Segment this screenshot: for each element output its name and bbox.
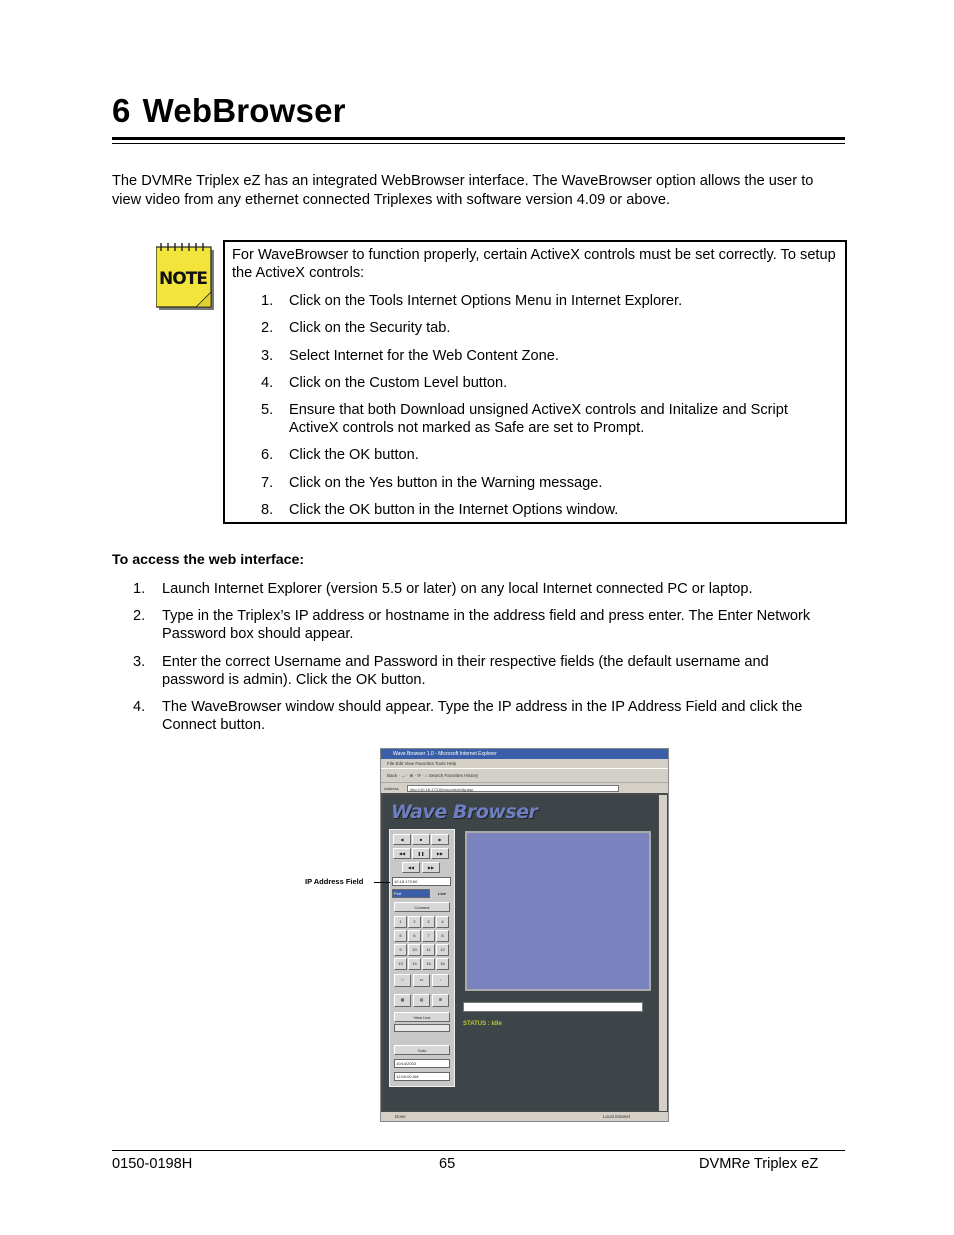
rewind-icon: ◀ (393, 834, 411, 845)
step-forward-icon: ▶▶ (431, 848, 449, 859)
footer-page-number: 65 (439, 1156, 456, 1172)
address-label: Address (384, 786, 399, 791)
play-icon: ▶ (431, 834, 449, 845)
chapter-number: 6 (112, 92, 131, 129)
goto-button: Goto (394, 1045, 450, 1055)
channel-button: 13 (394, 958, 407, 970)
stop-icon: ■ (412, 834, 430, 845)
scrollbar (659, 795, 667, 1111)
single-view-icon: □ (394, 974, 411, 987)
access-steps: 1. Launch Internet Explorer (version 5.5 or later) on any local Internet connected PC or laptop. 2. Type in the Triplex’s IP address or hostname in the address field and press enter. The Enter Network Password box should appear. 3. Enter the correct Username and Password in their respective fields (the default username and password is admin). Click the OK button. 4. The WaveBrowser window should appear. Type the IP address in the IP Address Field and click the Connect button. (133, 581, 811, 733)
channel-button: 11 (422, 944, 435, 956)
pause-icon: ❚❚ (412, 848, 430, 859)
pip-view-icon: ▭ (413, 974, 430, 987)
channel-button: 5 (394, 930, 407, 942)
ip-address-callout: IP Address Field (305, 877, 364, 886)
channel-button: 16 (436, 958, 449, 970)
grid-4-icon: ⊞ (432, 994, 449, 1007)
chapter-heading (112, 92, 346, 130)
note-icon-label: NOTE (159, 269, 207, 289)
fast-forward-icon: ▶▶ (422, 862, 440, 873)
channel-button: 7 (422, 930, 435, 942)
access-heading: To access the web interface: (112, 552, 305, 568)
intro-paragraph: The DVMRe Triplex eZ has an integrated WebBrowser interface. The WaveBrowser option allows the user to view video from any ethernet connected Triplexes with software version 4.09 or above. (112, 173, 814, 208)
channel-button: 15 (422, 958, 435, 970)
status-zone: Local intranet (603, 1114, 631, 1119)
wave-browser-logo: Wave Browser (391, 801, 538, 823)
channel-button: 14 (408, 958, 421, 970)
wavebrowser-screenshot (380, 748, 669, 1122)
heading-rule (112, 137, 845, 140)
view-live-button: View Live (394, 1012, 450, 1022)
ie-address-bar (381, 782, 668, 793)
channel-button: 9 (394, 944, 407, 956)
date-field: 10/14/2003 (394, 1059, 450, 1068)
port-field: Port (392, 889, 430, 898)
note-steps: 1. Click on the Tools Internet Options Menu in Internet Explorer. 2. Click on the Security tab. 3. Select Internet for the Web Content Zone. 4. Click on the Custom Level button. 5. Ensure that both Download unsigned ActiveX controls and Initalize and Script ActiveX controls not marked as Safe are set to Prompt. 6. Click the OK button. 7. Click on the Yes button in the Warning message. 8. Click the OK button in the Internet Options window. (261, 293, 788, 518)
channel-button: 6 (408, 930, 421, 942)
ie-title-bar: Wave Browser 1.0 - Microsoft Internet Explorer (381, 749, 668, 759)
footer-product-name: DVMRe Triplex eZ (699, 1156, 819, 1172)
heading-rule-thin (112, 143, 845, 144)
control-panel (389, 829, 455, 1087)
grid-9-icon: ▤ (413, 994, 430, 1007)
step-back-icon: ◀◀ (393, 848, 411, 859)
camera-dropdown (463, 1002, 643, 1012)
fast-rewind-icon: ◀◀ (402, 862, 420, 873)
ip-address-field: 10.18.173.60 (392, 877, 451, 886)
ie-toolbar: Back · → · ⊗ · ⟳ · ⌂ Search Favorites History (381, 768, 668, 782)
chapter-title: WebBrowser (142, 92, 346, 129)
small-view-icon: ▫ (432, 974, 449, 987)
live-checkbox-label: Live (438, 891, 447, 896)
channel-button: 12 (436, 944, 449, 956)
connect-button: Connect (394, 902, 450, 912)
address-field: http://10.18.173.60/wcontrol/dlg.asp (407, 785, 619, 792)
footer-doc-number: 0150-0198H (112, 1156, 193, 1172)
callout-leader-line (374, 882, 390, 883)
channel-button: 10 (408, 944, 421, 956)
ie-menu-bar: File Edit View Favorites Tools Help (381, 759, 668, 768)
footer-rule (112, 1150, 845, 1151)
channel-button: 2 (408, 916, 421, 928)
status-text: STATUS : Idle (463, 1021, 502, 1027)
channel-button: 1 (394, 916, 407, 928)
channel-button: 8 (436, 930, 449, 942)
time-field: 12:00:00 AM (394, 1072, 450, 1081)
ie-status-bar (381, 1112, 668, 1121)
grid-16-icon: ▦ (394, 994, 411, 1007)
slider (394, 1024, 450, 1032)
video-display (465, 831, 651, 991)
note-intro: For WaveBrowser to function properly, certain ActiveX controls must be set correctly. To setup the ActiveX controls: (232, 247, 836, 281)
note-icon (156, 242, 216, 312)
status-done: Done (395, 1114, 406, 1119)
channel-button: 3 (422, 916, 435, 928)
channel-button: 4 (436, 916, 449, 928)
